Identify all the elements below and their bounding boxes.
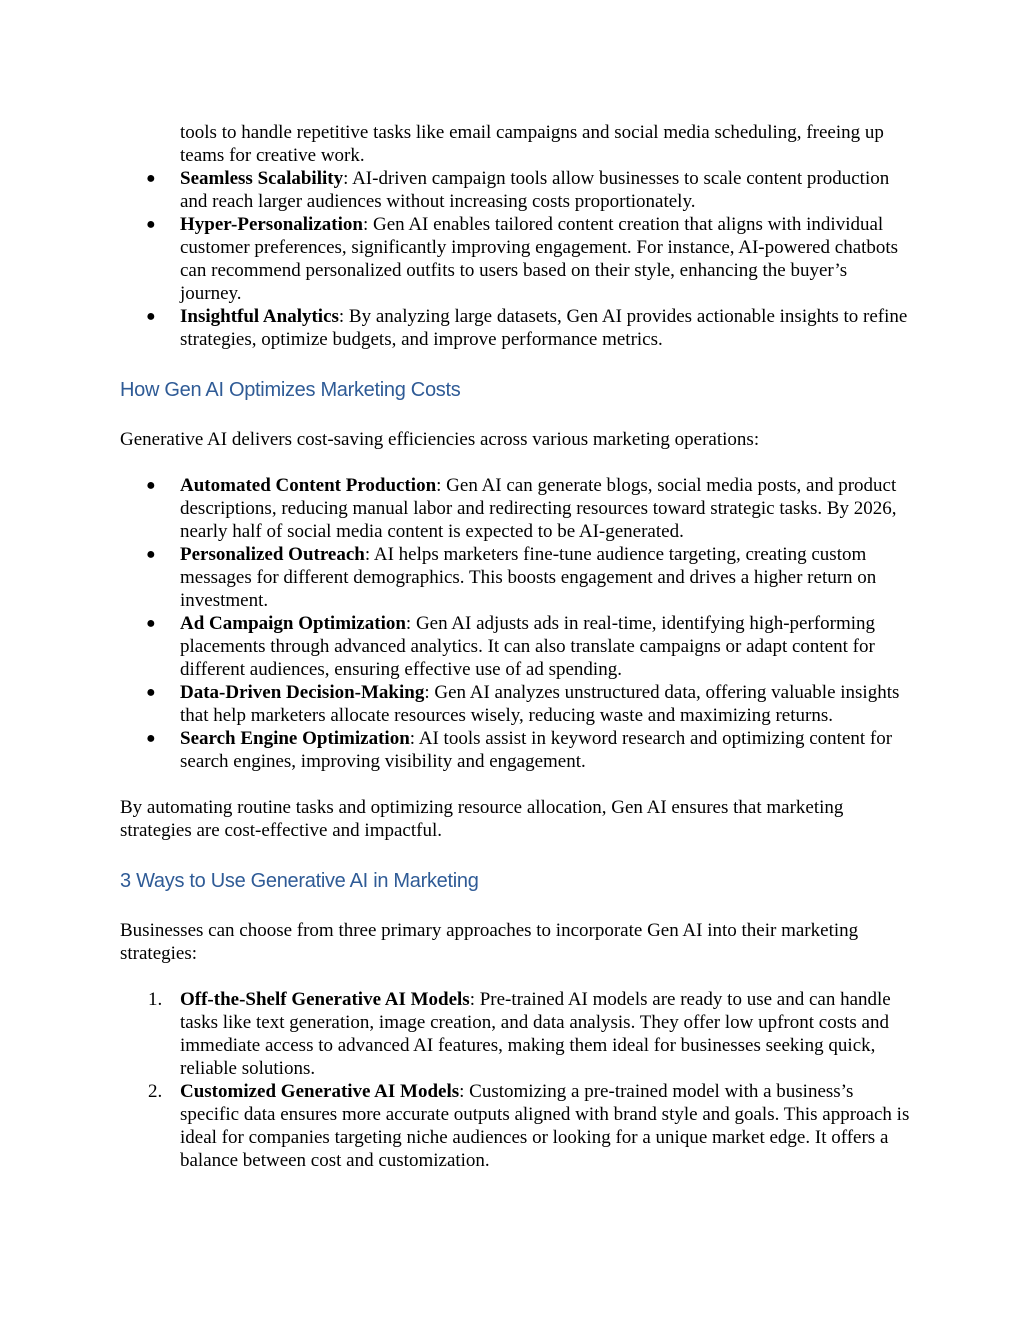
bullet-icon: ● <box>146 170 156 187</box>
list-item-text: : Customizing a pre-trained model with a business’s specific data ensures more accurate outputs aligned with brand style and goals. This approach is ideal for companies targeting niche audiences or looking for a unique market edge. It offers a balance between cost and customization. <box>180 1081 910 1171</box>
list-item-text: : AI helps marketers fine-tune audience targeting, creating custom messages for different demographics. This boosts engagement and drives a higher return on investment. <box>180 544 877 611</box>
bullet-icon: ● <box>146 477 156 494</box>
list-item-term: Customized Generative AI Models <box>180 1081 460 1102</box>
intro-bullet-list <box>120 121 910 351</box>
bullet-icon: ● <box>146 216 156 233</box>
list-item <box>120 167 910 213</box>
continuation-text: tools to handle repetitive tasks like email campaigns and social media scheduling, freeing up teams for creative work. <box>180 122 884 166</box>
list-item-number: 1. <box>148 989 163 1010</box>
list-item <box>120 1080 910 1172</box>
bullet-icon: ● <box>146 684 156 701</box>
section-costs-intro: Generative AI delivers cost-saving efficiencies across various marketing operations: <box>120 429 760 450</box>
list-item-text: : Gen AI enables tailored content creation that aligns with individual customer preferences, significantly improving engagement. For instance, AI-powered chatbots can recommend personalized outfits to users based on their style, enhancing the buyer’s journey. <box>180 214 899 304</box>
list-item-text: : Gen AI analyzes unstructured data, offering valuable insights that help marketers allocate resources wisely, reducing waste and maximizing returns. <box>180 682 900 726</box>
bullet-icon: ● <box>146 730 156 747</box>
list-item-text: : Gen AI adjusts ads in real-time, identifying high-performing placements through advanced analytics. It can also translate campaigns or adapt content for different audiences, ensuring effective use of ad spending. <box>180 613 876 680</box>
list-item-term: Seamless Scalability <box>180 168 344 189</box>
list-item <box>120 612 910 681</box>
list-item-text: : AI-driven campaign tools allow businesses to scale content production and reach larger audiences without increasing costs proportionately. <box>180 168 890 212</box>
list-item-number: 2. <box>148 1081 163 1102</box>
section-heading-ways: 3 Ways to Use Generative AI in Marketing <box>120 870 479 892</box>
costs-bullet-list <box>120 474 910 773</box>
list-item-term: Ad Campaign Optimization <box>180 613 406 634</box>
list-item-term: Off-the-Shelf Generative AI Models <box>180 989 470 1010</box>
section-heading-costs: How Gen AI Optimizes Marketing Costs <box>120 379 461 401</box>
list-item <box>120 727 910 773</box>
ways-numbered-list <box>120 988 910 1172</box>
list-item-term: Hyper-Personalization <box>180 214 363 235</box>
list-item-text: : AI tools assist in keyword research and optimizing content for search engines, improving visibility and engagement. <box>180 728 893 772</box>
list-item-continuation <box>120 121 910 167</box>
list-item <box>120 305 910 351</box>
list-item-text: : By analyzing large datasets, Gen AI provides actionable insights to refine strategies, optimize budgets, and improve performance metrics. <box>180 306 908 350</box>
section-costs-conclusion: By automating routine tasks and optimizing resource allocation, Gen AI ensures that marketing strategies are cost-effective and impactful. <box>120 797 844 841</box>
list-item-term: Search Engine Optimization <box>180 728 410 749</box>
bullet-icon: ● <box>146 615 156 632</box>
list-item-term: Automated Content Production <box>180 475 437 496</box>
list-item <box>120 474 910 543</box>
list-item <box>120 543 910 612</box>
list-item <box>120 213 910 305</box>
bullet-icon: ● <box>146 546 156 563</box>
list-item-term: Personalized Outreach <box>180 544 365 565</box>
list-item <box>120 681 910 727</box>
list-item <box>120 988 910 1080</box>
list-item-text: : Gen AI can generate blogs, social media posts, and product descriptions, reducing manual labor and redirecting resources toward strategic tasks. By 2026, nearly half of social media content is expected to be AI-generated. <box>180 475 897 542</box>
bullet-icon: ● <box>146 308 156 325</box>
document-page <box>120 121 910 1172</box>
list-item-text: : Pre-trained AI models are ready to use and can handle tasks like text generation, image creation, and data analysis. They offer low upfront costs and immediate access to advanced AI features, making them ideal for businesses seeking quick, reliable solutions. <box>180 989 891 1079</box>
section-ways-intro: Businesses can choose from three primary approaches to incorporate Gen AI into their marketing strategies: <box>120 920 859 964</box>
list-item-term: Data-Driven Decision-Making <box>180 682 425 703</box>
list-item-term: Insightful Analytics <box>180 306 339 327</box>
